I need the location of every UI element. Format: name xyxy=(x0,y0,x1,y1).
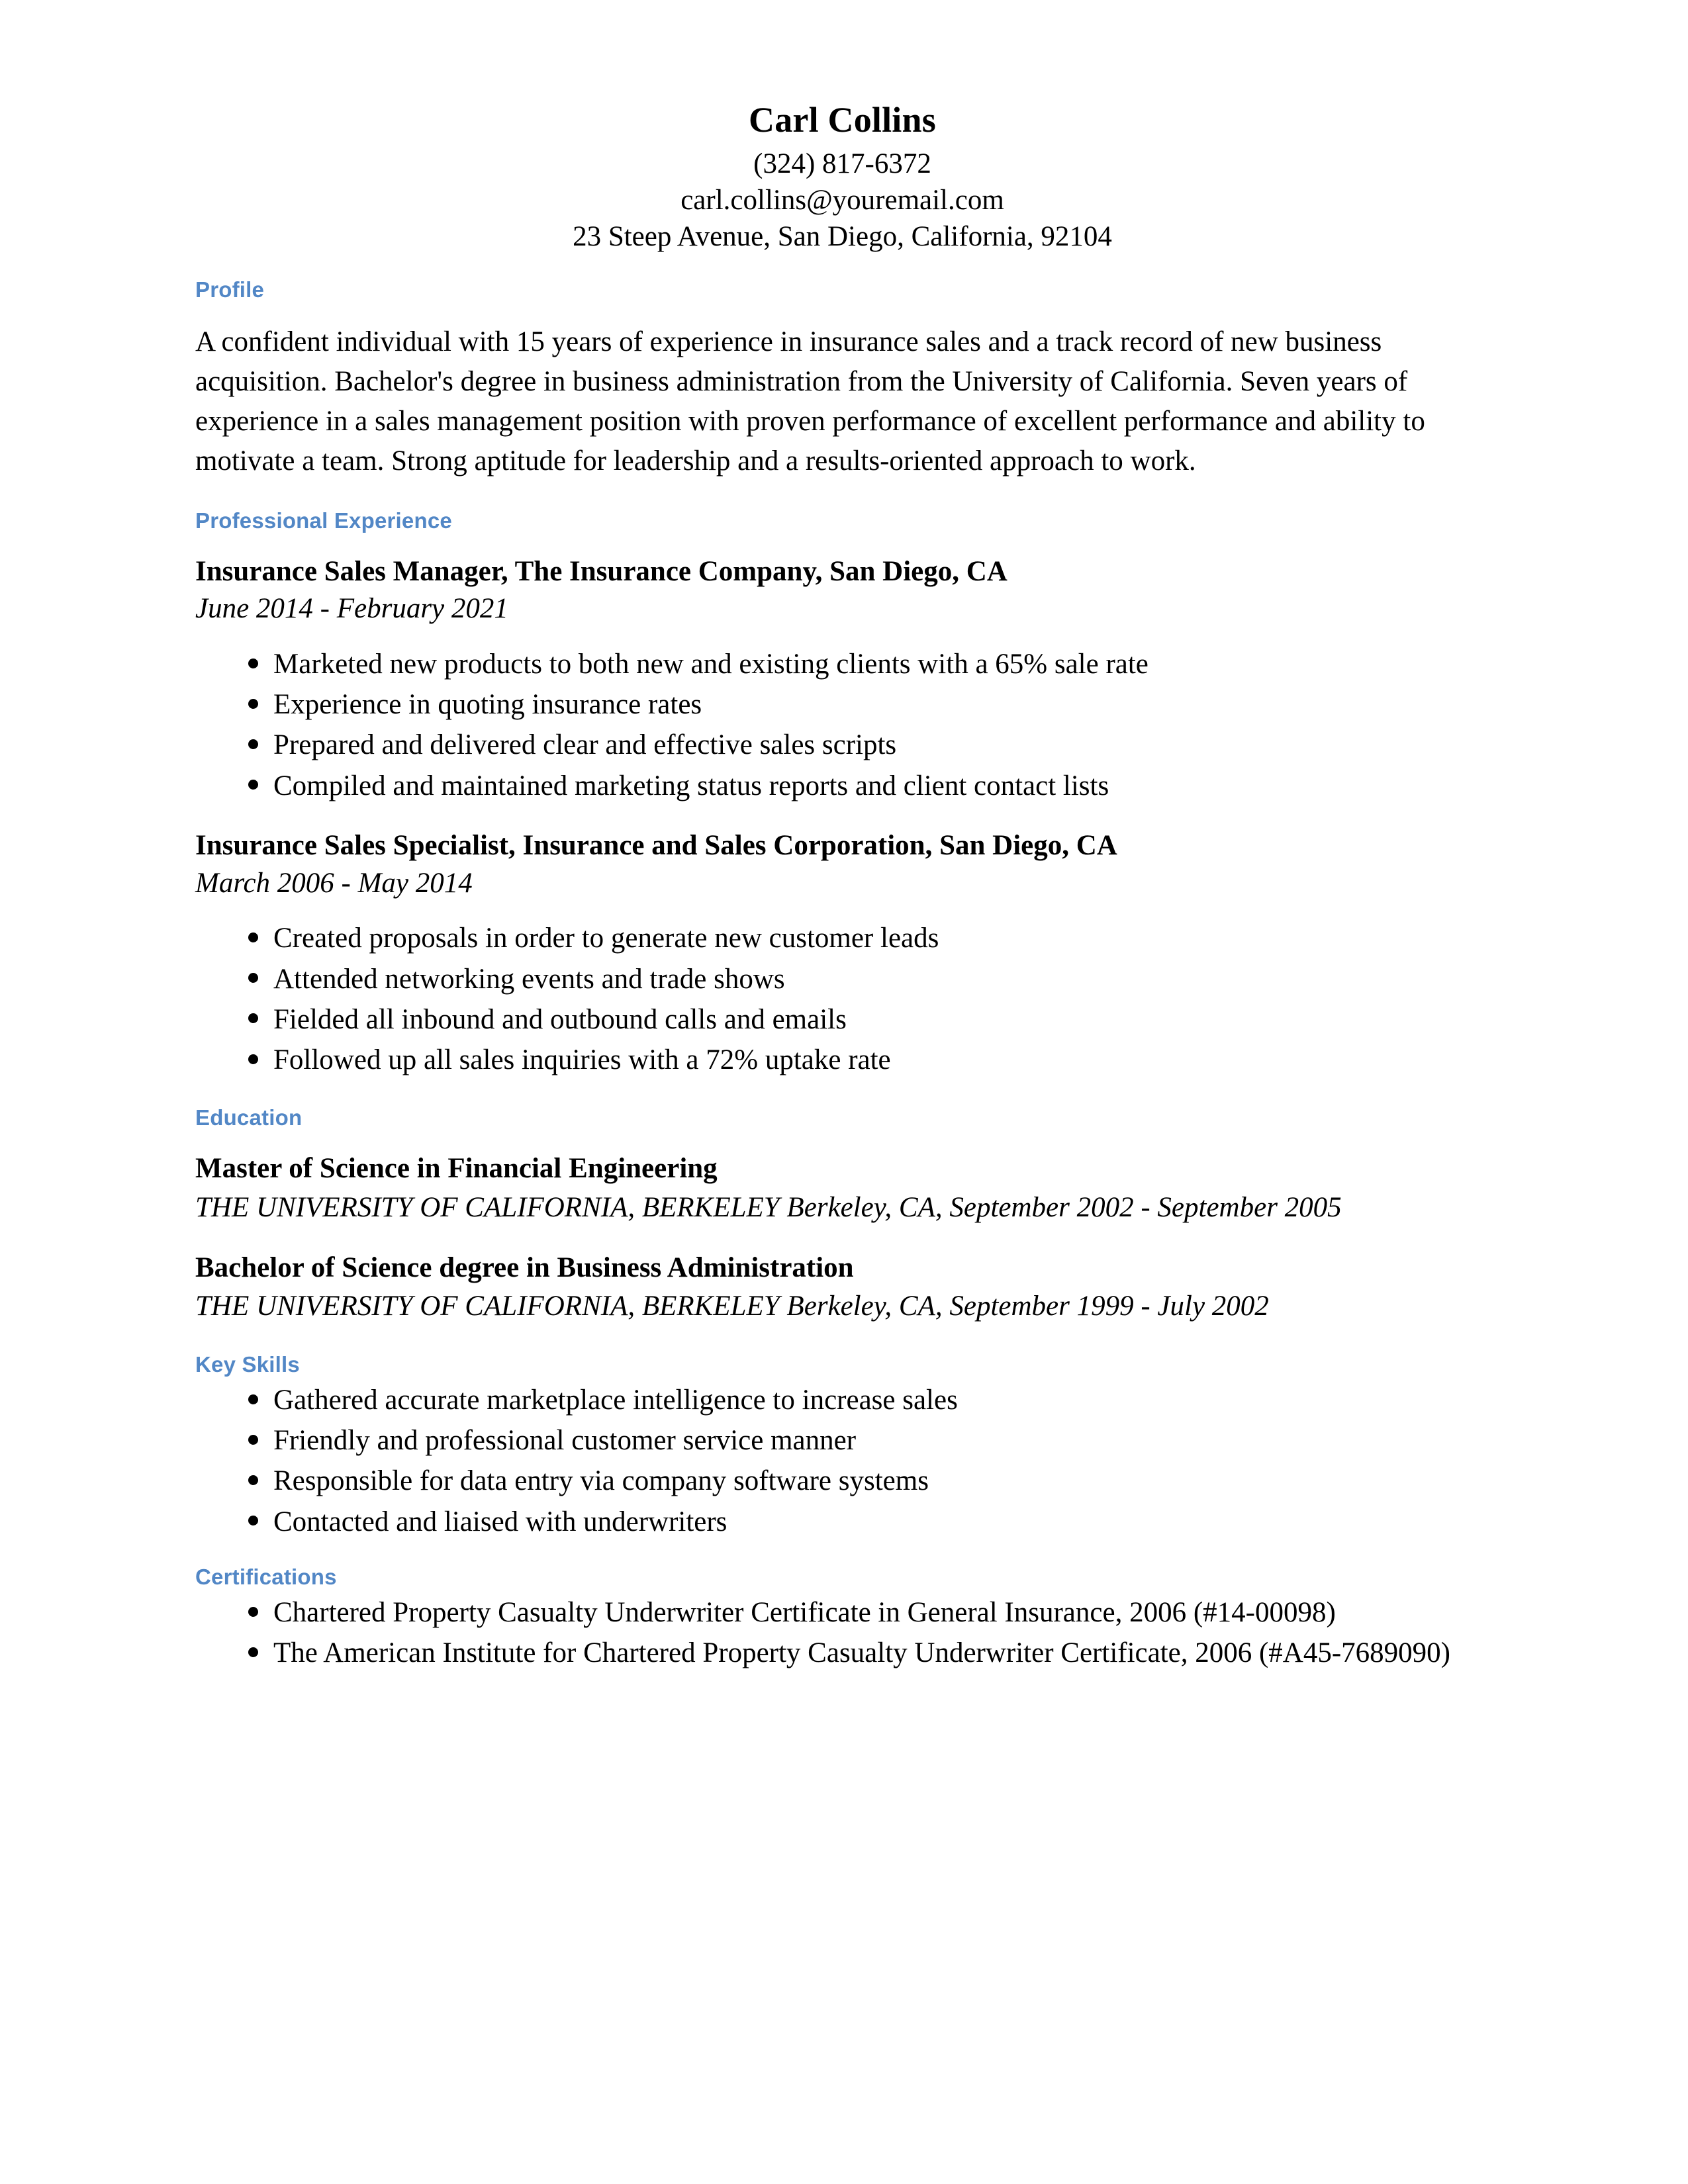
list-item-text: Prepared and delivered clear and effective sales scripts xyxy=(273,729,897,761)
list-item-text: Gathered accurate marketplace intelligence to increase sales xyxy=(273,1385,958,1416)
list-item xyxy=(195,1001,1489,1038)
certifications-list xyxy=(195,1594,1489,1672)
education-entry xyxy=(195,1250,1489,1326)
job-title: Insurance Sales Specialist, Insurance and Sales Corporation, San Diego, CA xyxy=(195,829,1117,861)
section-heading-certifications: Certifications xyxy=(195,1564,337,1589)
bullet-icon xyxy=(248,1647,258,1657)
bullet-icon xyxy=(248,739,258,749)
list-item-text: Created proposals in order to generate new customer leads xyxy=(273,923,939,954)
list-item xyxy=(195,919,1489,957)
list-item xyxy=(195,686,1489,723)
education-entry xyxy=(195,1150,1489,1227)
bullet-icon xyxy=(248,1516,258,1525)
list-item xyxy=(195,1381,1489,1419)
job-dates: June 2014 - February 2021 xyxy=(195,593,508,625)
bullet-icon xyxy=(248,659,258,668)
section-heading-key-skills: Key Skills xyxy=(195,1352,300,1377)
candidate-name: Carl Collins xyxy=(749,100,936,140)
list-item xyxy=(195,1041,1489,1079)
resume-header xyxy=(195,99,1489,255)
contact-phone: (324) 817-6372 xyxy=(753,148,931,179)
list-item xyxy=(195,726,1489,764)
section-professional-experience xyxy=(195,508,1489,1079)
section-education xyxy=(195,1105,1489,1326)
list-item-text: The American Institute for Chartered Property Casualty Underwriter Certificate, 2006 (#A45-7689090) xyxy=(273,1637,1450,1668)
bullet-icon xyxy=(248,933,258,942)
list-item-text: Experience in quoting insurance rates xyxy=(273,689,702,721)
profile-summary-text: A confident individual with 15 years of experience in insurance sales and a track record of new business acquisition. Bachelor's degree in business administration from the University of California. Seven years of experience in a sales management position with proven performance of excellent performance and ability to motivate a team. Strong aptitude for leadership and a results-oriented approach to work. xyxy=(195,326,1425,477)
job-title: Insurance Sales Manager, The Insurance Company, San Diego, CA xyxy=(195,555,1008,587)
contact-email: carl.collins@youremail.com xyxy=(680,184,1004,216)
list-item xyxy=(195,1422,1489,1459)
degree-title: Master of Science in Financial Engineering xyxy=(195,1153,718,1185)
bullet-icon xyxy=(248,1475,258,1485)
bullet-icon xyxy=(248,1394,258,1404)
bullet-icon xyxy=(248,699,258,709)
list-item xyxy=(195,1634,1489,1672)
bullet-icon xyxy=(248,1435,258,1445)
contact-address: 23 Steep Avenue, San Diego, California, 92104 xyxy=(573,220,1112,252)
experience-entry xyxy=(195,553,1489,805)
list-item-text: Friendly and professional customer service manner xyxy=(273,1425,857,1457)
list-item-text: Attended networking events and trade shows xyxy=(273,963,785,995)
list-item xyxy=(195,960,1489,998)
experience-entry xyxy=(195,827,1489,1079)
list-item-text: Compiled and maintained marketing status reports and client contact lists xyxy=(273,770,1109,801)
list-item-text: Followed up all sales inquiries with a 72% uptake rate xyxy=(273,1044,891,1075)
section-heading-profile: Profile xyxy=(195,277,265,302)
list-item xyxy=(195,1594,1489,1631)
list-item xyxy=(195,767,1489,805)
degree-title: Bachelor of Science degree in Business Administration xyxy=(195,1251,854,1283)
job-responsibility-list xyxy=(195,919,1489,1079)
bullet-icon xyxy=(248,973,258,983)
bullet-icon xyxy=(248,1607,258,1617)
bullet-icon xyxy=(248,780,258,790)
section-certifications xyxy=(195,1565,1489,1672)
list-item-text: Chartered Property Casualty Underwriter Certificate in General Insurance, 2006 (#14-00098) xyxy=(273,1596,1336,1628)
list-item xyxy=(195,1503,1489,1541)
list-item xyxy=(195,1462,1489,1500)
degree-institution: THE UNIVERSITY OF CALIFORNIA, BERKELEY Berkeley, CA, September 1999 - July 2002 xyxy=(195,1291,1269,1322)
section-key-skills xyxy=(195,1352,1489,1541)
list-item-text: Fielded all inbound and outbound calls and emails xyxy=(273,1003,847,1035)
key-skills-list xyxy=(195,1381,1489,1541)
bullet-icon xyxy=(248,1054,258,1064)
bullet-icon xyxy=(248,1013,258,1023)
list-item-text: Responsible for data entry via company software systems xyxy=(273,1465,929,1497)
job-responsibility-list xyxy=(195,645,1489,805)
job-dates: March 2006 - May 2014 xyxy=(195,867,473,899)
degree-institution: THE UNIVERSITY OF CALIFORNIA, BERKELEY Berkeley, CA, September 2002 - September 2005 xyxy=(195,1191,1342,1223)
list-item-text: Marketed new products to both new and existing clients with a 65% sale rate xyxy=(273,649,1149,680)
section-profile xyxy=(195,277,1489,482)
section-heading-professional-experience: Professional Experience xyxy=(195,508,452,533)
list-item xyxy=(195,645,1489,683)
section-heading-education: Education xyxy=(195,1105,303,1130)
list-item-text: Contacted and liaised with underwriters xyxy=(273,1506,727,1537)
